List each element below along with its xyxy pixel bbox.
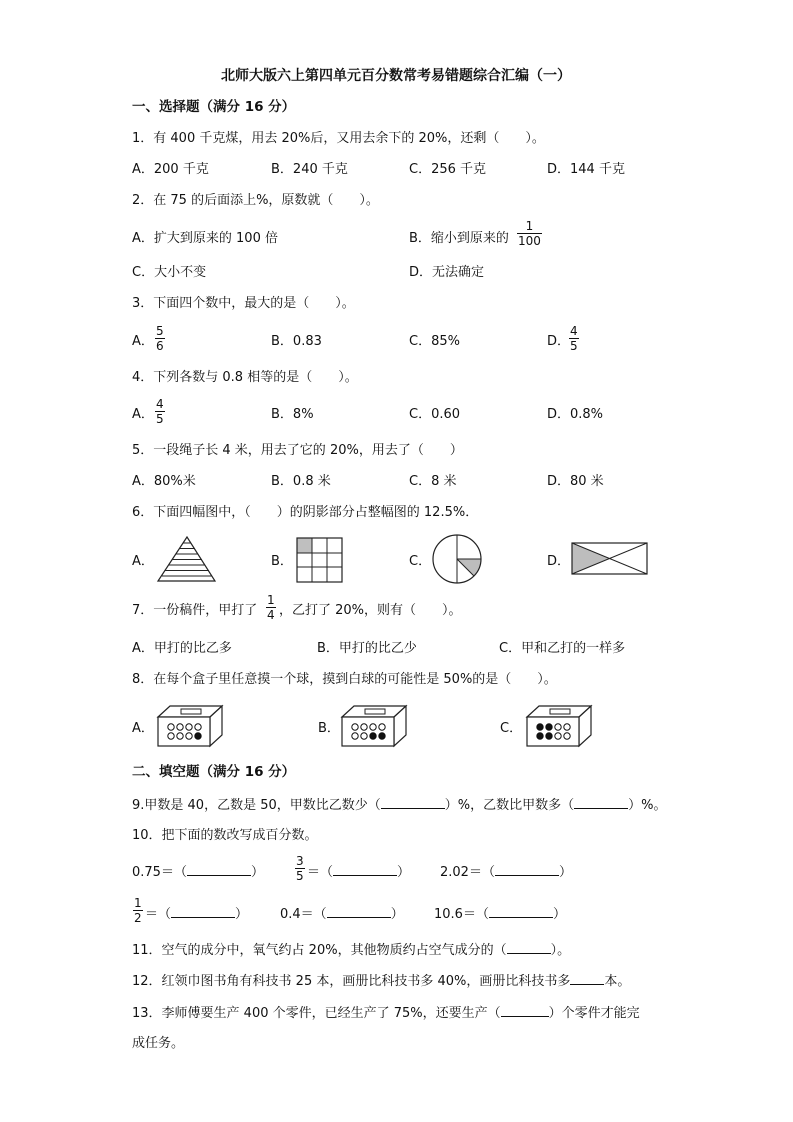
circle-sector-figure [431, 533, 483, 585]
black-ball [537, 733, 543, 739]
q10-close: ） [558, 865, 572, 880]
q4-option-c[interactable]: C．0.60 [409, 407, 461, 422]
q2-option-d[interactable]: D．无法确定 [409, 265, 485, 280]
fraction-numerator: 4 [156, 397, 164, 411]
q4-option-d[interactable]: D．0.8% [547, 407, 604, 422]
white-ball [186, 724, 192, 730]
section-choice-title: 一、选择题（满分 16 分） [132, 99, 296, 115]
q10-blank-2[interactable] [333, 865, 397, 876]
q10-item-3 [440, 865, 572, 879]
black-ball [195, 733, 201, 739]
question-1: 1．有 400 千克煤，用去 20%后，又用去余下的 20%，还剩（ ）。 [132, 131, 545, 146]
fraction-denominator: 6 [156, 339, 164, 353]
white-ball [379, 724, 385, 730]
q1-option-c[interactable]: C．256 千克 [409, 162, 487, 177]
q4-option-b[interactable]: B．8% [271, 407, 314, 422]
q10-item-3-text: 2.02＝（ [440, 865, 495, 880]
question-9 [132, 798, 666, 812]
q10-blank-4[interactable] [171, 907, 235, 918]
q11-text-1: 11．空气的成分中，氧气约占 20%，其他物质约占空气成分的（ [132, 943, 507, 958]
q8-option-a[interactable]: A． [132, 721, 154, 736]
question-13 [132, 1006, 640, 1020]
q5-option-d[interactable]: D．80 米 [547, 474, 604, 489]
white-ball [177, 733, 183, 739]
white-ball [370, 724, 376, 730]
q2-option-c[interactable]: C．大小不变 [132, 265, 207, 280]
q7-option-c[interactable]: C．甲和乙打的一样多 [499, 641, 626, 656]
q10-item-1-text: 0.75＝（ [132, 865, 187, 880]
q8-option-c[interactable]: C． [500, 721, 523, 736]
q10-close: ） [250, 865, 264, 880]
section-fill-title: 二、填空题（满分 16 分） [132, 764, 296, 780]
q12-text-1: 12．红领巾图书角有科技书 25 本，画册比科技书多 40%，画册比科技书多 [132, 974, 571, 989]
question-6: 6．下面四幅图中，（ ）的阴影部分占整幅图的 12.5%． [132, 505, 479, 520]
q10-blank-5[interactable] [327, 907, 391, 918]
q10-blank-3[interactable] [495, 865, 559, 876]
q9-text-1: 9.甲数是 40，乙数是 50，甲数比乙数少（ [132, 798, 381, 813]
q10-blank-1[interactable] [187, 865, 251, 876]
q3-option-d[interactable]: D． [547, 334, 571, 349]
question-7-fraction [266, 594, 276, 621]
fraction-denominator: 4 [267, 608, 275, 622]
white-ball [555, 733, 561, 739]
q2-option-b[interactable]: B．缩小到原来的 [409, 231, 509, 246]
question-4: 4．下列各数与 0.8 相等的是（ ）。 [132, 370, 358, 385]
q13-text-1: 13．李师傅要生产 400 个零件，已经生产了 75%，还要生产（ [132, 1006, 501, 1021]
q10-item-6 [434, 907, 566, 921]
ball-box-b-figure [340, 703, 410, 748]
page-title: 北师大版六上第四单元百分数常考易错题综合汇编（一） [221, 68, 571, 84]
fraction-numerator: 1 [525, 219, 534, 233]
q2-option-b-fraction [517, 220, 542, 247]
box-slot [365, 709, 385, 714]
q10-item-2 [307, 865, 410, 879]
q3-option-b[interactable]: B．0.83 [271, 334, 322, 349]
q12-blank[interactable] [570, 974, 604, 985]
q7-option-b[interactable]: B．甲打的比乙少 [317, 641, 417, 656]
white-ball [352, 733, 358, 739]
q6-option-c[interactable]: C． [409, 554, 432, 569]
q5-option-b[interactable]: B．0.8 米 [271, 474, 331, 489]
question-12 [132, 974, 630, 988]
q3-option-d-fraction [569, 325, 579, 352]
white-ball [564, 733, 570, 739]
q13-text-2: ）个零件才能完 [548, 1006, 640, 1021]
q9-text-2: ）%，乙数比甲数多（ [444, 798, 575, 813]
grid-square-figure [296, 537, 344, 583]
q10-item-5-text: 0.4＝（ [280, 907, 327, 922]
fraction-denominator: 100 [518, 234, 541, 248]
q4-option-a-fraction [155, 398, 165, 425]
white-ball [168, 724, 174, 730]
rectangle-triangle-figure [571, 542, 649, 576]
question-8: 8．在每个盒子里任意摸一个球，摸到白球的可能性是 50%的是（ ）。 [132, 672, 557, 687]
q7-option-a[interactable]: A．甲打的比乙多 [132, 641, 232, 656]
question-11 [132, 943, 570, 957]
black-ball [537, 724, 543, 730]
box-front-face [158, 717, 210, 746]
q2-option-a[interactable]: A．扩大到原来的 100 倍 [132, 231, 278, 246]
q4-option-a[interactable]: A． [132, 407, 154, 422]
box-front-face [527, 717, 579, 746]
box-slot [181, 709, 201, 714]
white-ball [361, 733, 367, 739]
q3-option-c[interactable]: C．85% [409, 334, 460, 349]
question-7-part2: ，乙打了 20%，则有（ ）。 [279, 603, 462, 618]
question-7-part1: 7．一份稿件，甲打了 [132, 603, 258, 618]
q6-option-a[interactable]: A． [132, 554, 154, 569]
q12-text-2: 本。 [604, 974, 631, 989]
q9-blank-2[interactable] [574, 798, 628, 809]
box-front-face [342, 717, 394, 746]
striped-triangle-figure [157, 536, 217, 583]
fraction-denominator: 5 [570, 339, 578, 353]
black-ball [379, 733, 385, 739]
fraction-denominator: 2 [134, 911, 142, 925]
fraction-numerator: 5 [156, 324, 164, 338]
black-ball [546, 724, 552, 730]
q11-text-2: ）。 [550, 943, 571, 958]
fraction-numerator: 3 [296, 854, 304, 868]
q10-item-2-fraction [295, 855, 305, 882]
q8-option-b[interactable]: B． [318, 721, 340, 736]
q1-option-d[interactable]: D．144 千克 [547, 162, 625, 177]
q10-close: ） [390, 907, 404, 922]
black-ball [546, 733, 552, 739]
white-ball [177, 724, 183, 730]
white-ball [555, 724, 561, 730]
q10-item-4-text: ＝（ [145, 907, 172, 922]
q10-item-4-fraction [133, 897, 143, 924]
fraction-numerator: 1 [267, 593, 275, 607]
question-3: 3．下面四个数中，最大的是（ ）。 [132, 296, 355, 311]
q10-item-5 [280, 907, 404, 921]
q10-close: ） [235, 907, 249, 922]
white-ball [361, 724, 367, 730]
q5-option-c[interactable]: C．8 米 [409, 474, 457, 489]
fraction-denominator: 5 [156, 412, 164, 426]
question-2: 2．在 75 的后面添上%，原数就（ ）。 [132, 193, 379, 208]
q1-option-a[interactable]: A．200 千克 [132, 162, 209, 177]
white-ball [352, 724, 358, 730]
q10-close: ） [397, 865, 411, 880]
q10-blank-6[interactable] [489, 907, 553, 918]
q6-option-d[interactable]: D． [547, 554, 571, 569]
black-ball [370, 733, 376, 739]
q10-item-6-text: 10.6＝（ [434, 907, 489, 922]
q10-close: ） [552, 907, 566, 922]
q10-item-2-text: ＝（ [307, 865, 334, 880]
fraction-denominator: 5 [296, 869, 304, 883]
white-ball [186, 733, 192, 739]
white-ball [564, 724, 570, 730]
ball-box-a-figure [156, 703, 226, 748]
q3-option-a[interactable]: A． [132, 334, 154, 349]
q1-option-b[interactable]: B．240 千克 [271, 162, 348, 177]
q3-option-a-fraction [155, 325, 165, 352]
question-13-line2: 成任务。 [132, 1036, 185, 1051]
fraction-numerator: 4 [570, 324, 578, 338]
q9-text-3: ）%。 [628, 798, 667, 813]
white-ball [168, 733, 174, 739]
q10-item-1 [132, 865, 264, 879]
fraction-numerator: 1 [134, 896, 142, 910]
ball-box-c-figure [525, 703, 595, 748]
q13-blank[interactable] [501, 1006, 549, 1017]
q11-blank[interactable] [507, 943, 551, 954]
q9-blank-1[interactable] [381, 798, 445, 809]
question-5: 5．一段绳子长 4 米，用去了它的 20%，用去了（ ） [132, 443, 463, 458]
white-ball [195, 724, 201, 730]
box-slot [550, 709, 570, 714]
q10-item-4 [145, 907, 248, 921]
question-10: 10．把下面的数改写成百分数。 [132, 828, 318, 843]
q5-option-a[interactable]: A．80%米 [132, 474, 196, 489]
q6-option-b[interactable]: B． [271, 554, 293, 569]
